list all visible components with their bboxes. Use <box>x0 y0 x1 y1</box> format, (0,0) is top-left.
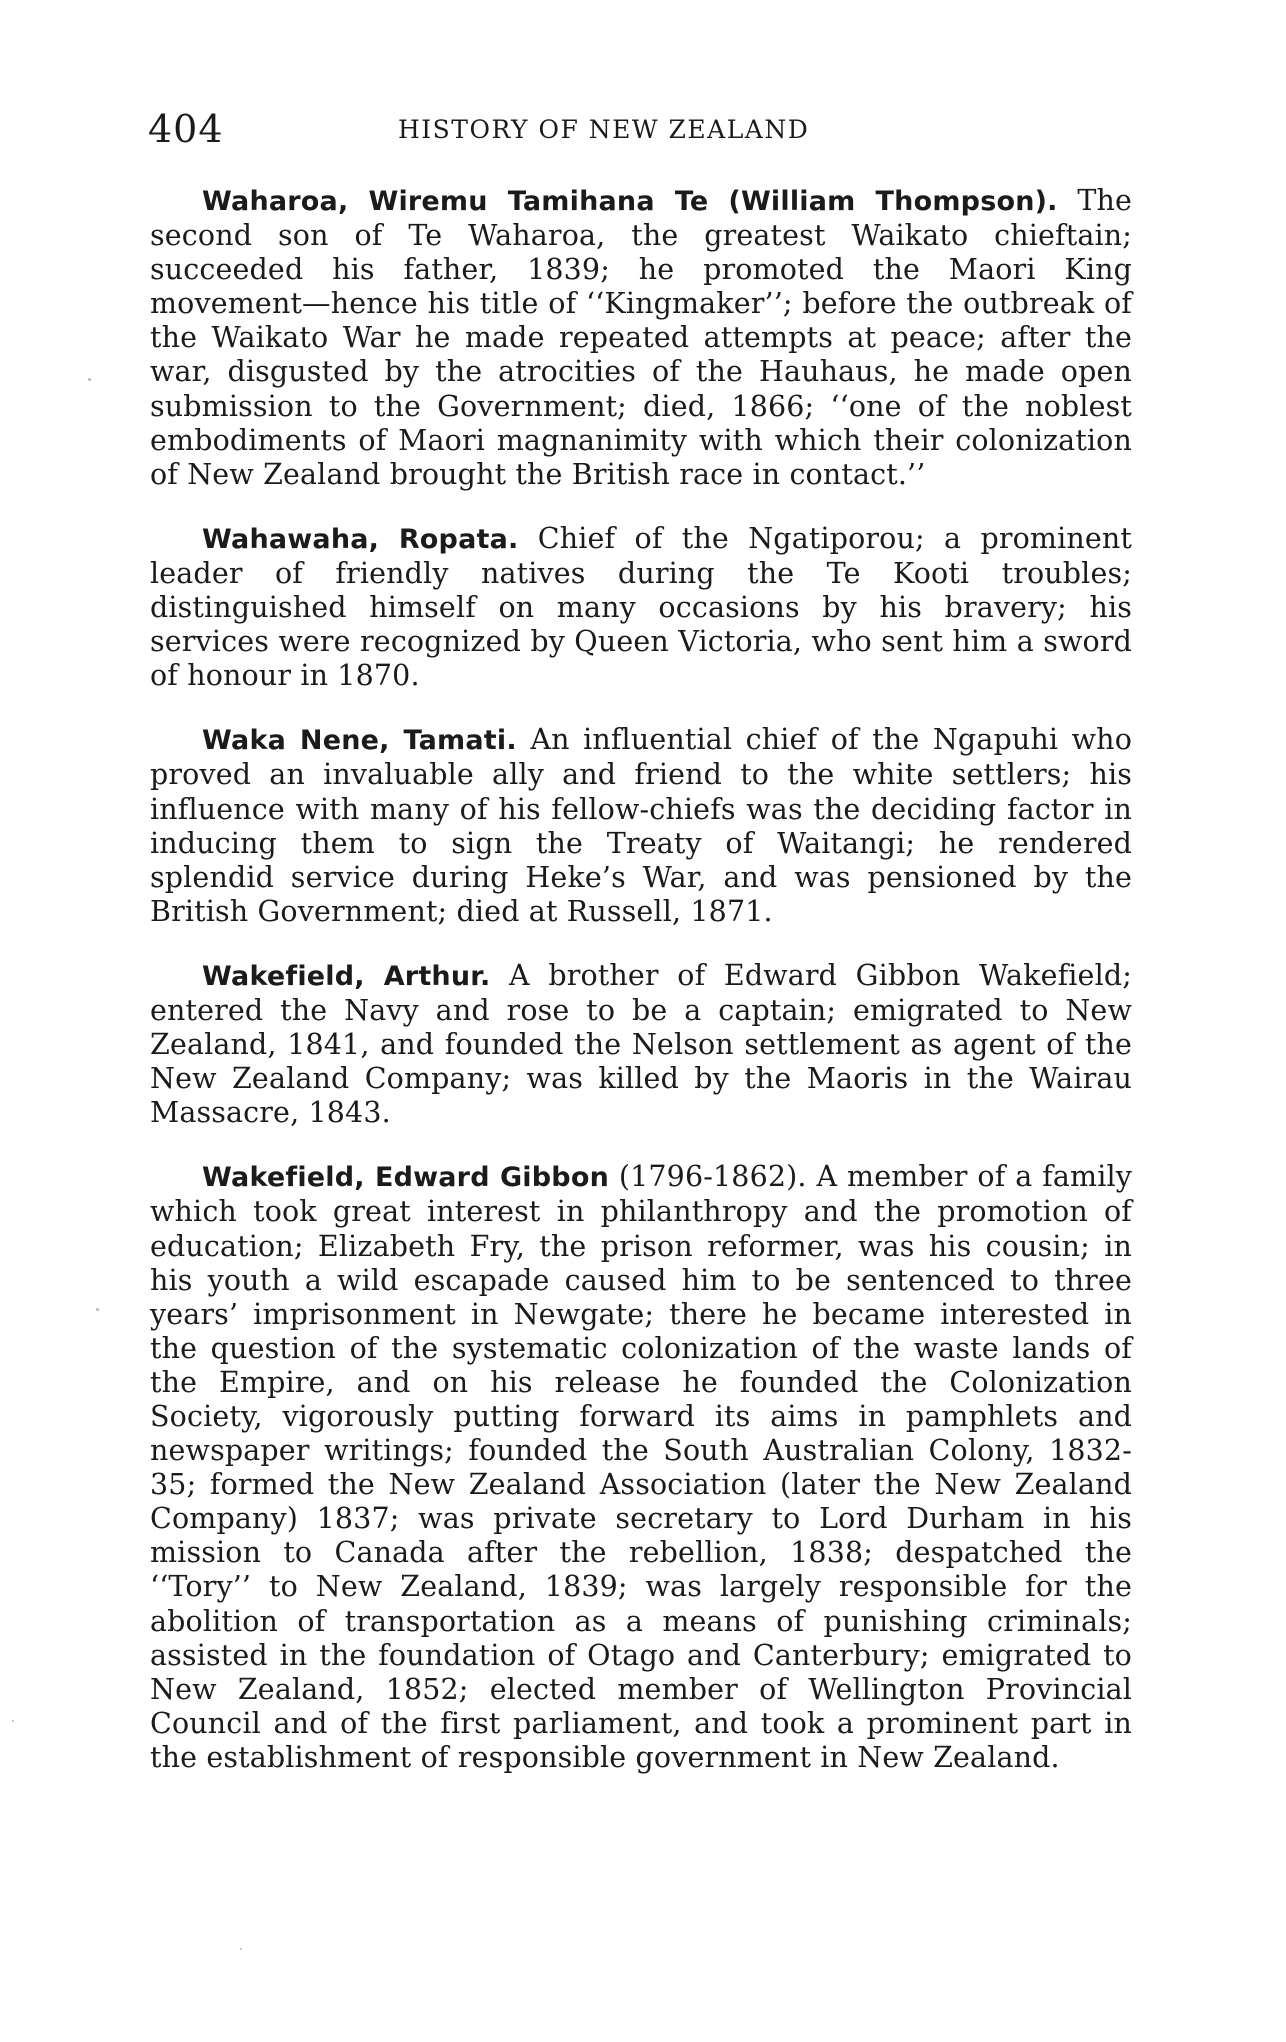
scan-speck <box>96 1308 99 1311</box>
entry-wahawaha <box>150 522 1132 693</box>
entries <box>150 184 1132 1805</box>
entry-wakefield-arthur <box>150 959 1132 1130</box>
entry-text: (1796-1862). A member of a family which took great interest in philanthropy and the promotion of education; Elizabeth Fry, the prison reformer, was his cousin; in his youth a wild escapade caused him to be sentenced to three years’ imprisonment in Newgate; there he became interested in the question of the systematic colonization of the waste lands of the Empire, and on his release he founded the Colonization Society, vigorously putting forward its aims in pamphlets and newspaper writings; founded the South Australian Colony, 1832-35; formed the New Zealand Association (later the New Zealand Company) 1837; was private secretary to Lord Durham in his mission to Canada after the rebellion, 1838; despatched the ‘‘Tory’’ to New Zealand, 1839; was largely responsible for the abolition of transportation as a means of punishing criminals; assisted in the foundation of Otago and Canterbury; emigrated to New Zealand, 1852; elected member of Wellington Provincial Council and of the first parliament, and took a prominent part in the establishment of responsible government in New Zealand. <box>150 1160 1132 1774</box>
headword: Wakefield, Arthur. <box>202 960 491 992</box>
headword: Waka Nene, Tamati. <box>202 725 517 757</box>
page-number: 404 <box>148 107 224 151</box>
running-head <box>148 104 1118 154</box>
running-title: HISTORY OF NEW ZEALAND <box>398 115 810 144</box>
scan-speck <box>12 1720 14 1722</box>
entry-text: An influential chief of the Ngapuhi who proved an invaluable ally and friend to the white settlers; his influence with many of his fellow-chiefs was the deciding factor in inducing them to sign the Treaty of Waitangi; he rendered splendid service during Heke’s War, and was pensioned by the British Government; died at Russell, 1871. <box>150 723 1132 928</box>
scan-speck <box>240 1948 242 1950</box>
scan-speck <box>88 378 91 381</box>
entry-waka-nene <box>150 723 1132 929</box>
headword: Waharoa, Wiremu Tamihana Te (William Thompson). <box>202 186 1058 217</box>
entry-text: Chief of the Ngatiporou; a prominent leader of friendly natives during the Te Kooti troubles; distinguished himself on many occasions by his bravery; his services were recognized by Queen Victoria, who sent him a sword of honour in 1870. <box>150 521 1133 693</box>
entry-waharoa <box>150 184 1132 492</box>
entry-text: A brother of Edward Gibbon Wakefield; entered the Navy and rose to be a captain; emigrated to New Zealand, 1841, and founded the Nelson settlement as agent of the New Zealand Company; was killed by the Maoris in the Wairau Massacre, 1843. <box>150 958 1132 1130</box>
entry-wakefield-edward-gibbon <box>150 1160 1132 1775</box>
entry-text: The second son of Te Waharoa, the greatest Waikato chieftain; succeeded his father, 1839; he promoted the Maori King movement—hence his title of ‘‘Kingmaker’’; before the outbreak of the Waikato War he made repeated attempts at peace; after the war, disgusted by the atrocities of the Hauhaus, he made open submission to the Government; died, 1866; ‘‘one of the noblest embodiments of Maori magnanimity with which their colonization of New Zealand brought the British race in contact.’’ <box>150 184 1132 491</box>
headword: Wakefield, Edward Gibbon <box>202 1162 609 1194</box>
headword: Wahawaha, Ropata. <box>202 523 519 555</box>
